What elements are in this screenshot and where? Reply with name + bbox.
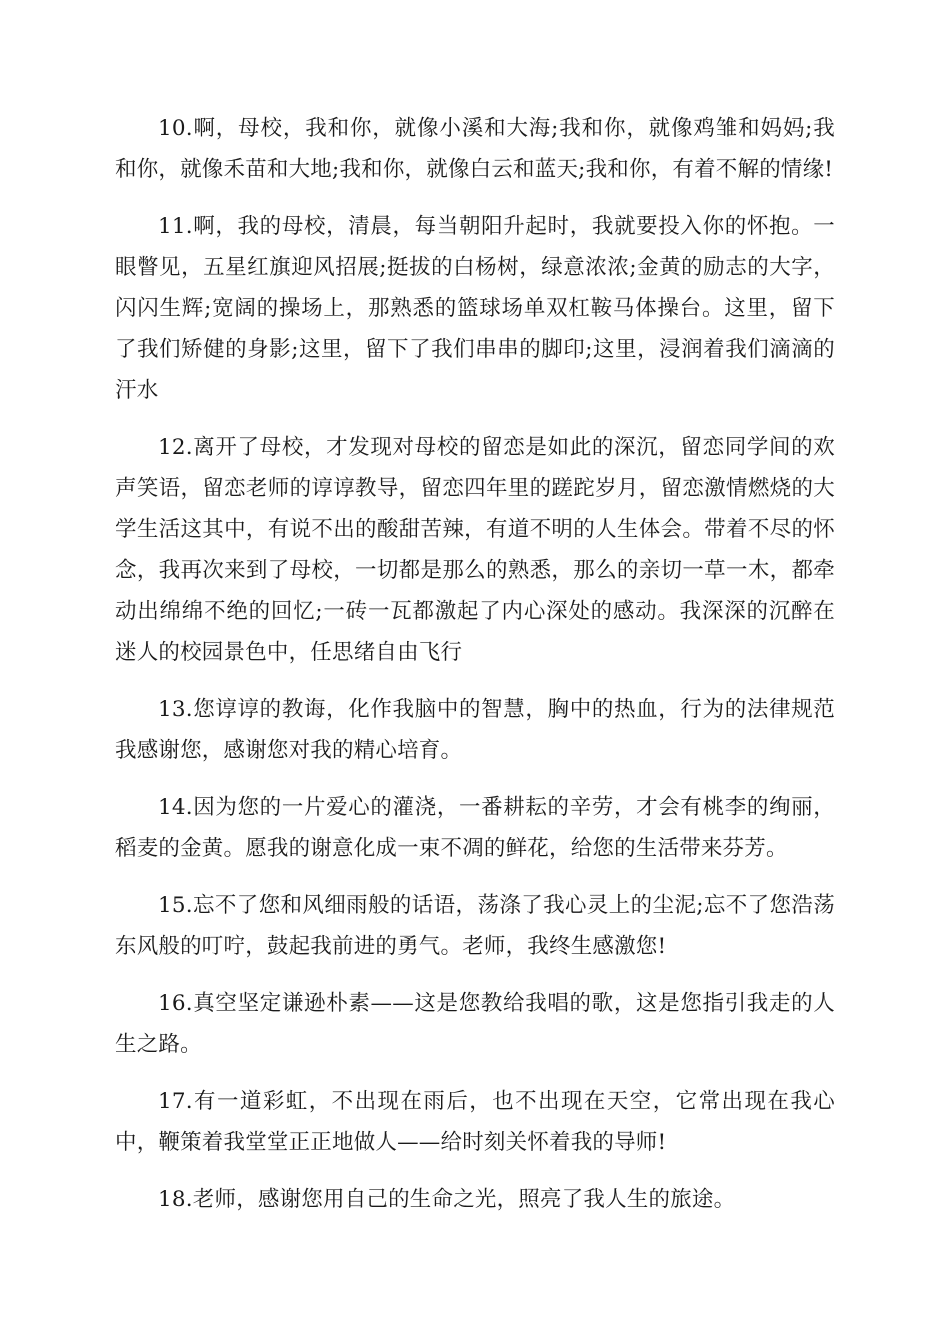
paragraph-17: 17.有一道彩虹，不出现在雨后，也不出现在天空，它常出现在我心中，鞭策着我堂堂正正地做人——给时刻关怀着我的导师! <box>115 1089 835 1155</box>
paragraph-18: 18.老师，感谢您用自己的生命之光，照亮了我人生的旅途。 <box>158 1187 736 1212</box>
paragraph-16: 16.真空坚定谦逊朴素——这是您教给我唱的歌，这是您指引我走的人生之路。 <box>115 991 835 1057</box>
paragraph-14: 14.因为您的一片爱心的灌浇，一番耕耘的辛劳，才会有桃李的绚丽，稻麦的金黄。愿我的谢意化成一束不凋的鲜花，给您的生活带来芬芳。 <box>115 795 835 861</box>
paragraph-10: 10.啊，母校，我和你，就像小溪和大海;我和你，就像鸡雏和妈妈;我和你，就像禾苗和大地;我和你，就像白云和蓝天;我和你，有着不解的情缘! <box>115 116 835 182</box>
paragraph-11: 11.啊，我的母校，清晨，每当朝阳升起时，我就要投入你的怀抱。一眼瞥见，五星红旗迎风招展;挺拔的白杨树，绿意浓浓;金黄的励志的大字，闪闪生辉;宽阔的操场上，那熟悉的篮球场单双杠鞍马体操台。这里，留下了我们矫健的身影;这里，留下了我们串串的脚印;这里，浸润着我们滴滴的汗水 <box>115 214 835 403</box>
document-body <box>115 108 835 1236</box>
paragraph-15: 15.忘不了您和风细雨般的话语，荡涤了我心灵上的尘泥;忘不了您浩荡东风般的叮咛，鼓起我前进的勇气。老师，我终生感激您! <box>115 893 835 959</box>
paragraph-13: 13.您谆谆的教诲，化作我脑中的智慧，胸中的热血，行为的法律规范我感谢您，感谢您对我的精心培育。 <box>115 697 835 763</box>
paragraph-12: 12.离开了母校，才发现对母校的留恋是如此的深沉，留恋同学间的欢声笑语，留恋老师的谆谆教导，留恋四年里的蹉跎岁月，留恋激情燃烧的大学生活这其中，有说不出的酸甜苦辣，有道不明的人生体会。带着不尽的怀念，我再次来到了母校，一切都是那么的熟悉，那么的亲切一草一木，都牵动出绵绵不绝的回忆;一砖一瓦都激起了内心深处的感动。我深深的沉醉在迷人的校园景色中，任思绪自由飞行 <box>115 435 835 665</box>
